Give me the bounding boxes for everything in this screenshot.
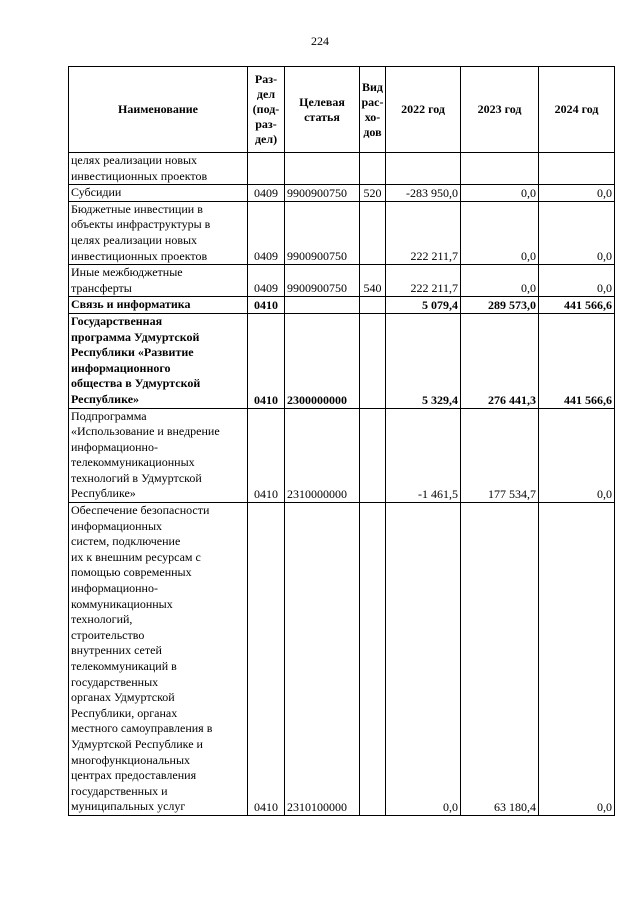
row-name-line: Республики, органах [71, 705, 178, 720]
row-name [69, 201, 248, 264]
row-value-2024: 441 566,6 [539, 297, 615, 314]
header-article-line: Целевая [299, 94, 345, 109]
table-row [69, 201, 615, 264]
row-name-line: многофункциональных [71, 752, 191, 767]
table-row [69, 265, 615, 297]
header-name: Наименование [69, 67, 248, 153]
row-name-line: строительство [71, 627, 145, 642]
row-name-line: информационного [71, 360, 171, 375]
row-name-line: инвестиционных проектов [71, 168, 208, 183]
row-section [248, 153, 285, 185]
row-value-2023: 63 180,4 [461, 503, 539, 816]
row-value-2024: 0,0 [539, 408, 615, 503]
row-name-line: целях реализации новых [71, 153, 198, 167]
row-section: 0410 [248, 297, 285, 314]
row-section: 0409 [248, 185, 285, 202]
row-name-line: телекоммуникаций в [71, 659, 177, 673]
header-type-line: Вид [362, 79, 383, 94]
header-section-line: дел [256, 87, 276, 101]
row-name-line: Бюджетные инвестиции в [71, 201, 203, 216]
row-name-line: информационно- [71, 581, 158, 596]
row-name-line: трансферты [71, 280, 132, 295]
row-name-line: общества в Удмуртской [71, 376, 201, 391]
row-section: 0409 [248, 201, 285, 264]
row-value-2023: 0,0 [461, 201, 539, 264]
row-name-line: Республике» [71, 486, 136, 501]
row-expense-type [360, 313, 386, 408]
row-value-2022: 5 329,4 [386, 313, 461, 408]
row-value-2024: 0,0 [539, 265, 615, 297]
row-name [69, 185, 248, 202]
header-section-line: дел) [254, 132, 278, 146]
row-name [69, 265, 248, 297]
row-value-2024: 0,0 [539, 185, 615, 202]
row-name-line: их к внешним ресурсам с [71, 549, 201, 564]
row-name-line: Республики «Развитие [71, 345, 194, 360]
row-name-line: систем, подключение [71, 534, 181, 549]
header-type-line: рас- [361, 94, 384, 109]
row-value-2024 [539, 153, 615, 185]
table-row [69, 153, 615, 185]
row-name-line: целях реализации новых [71, 232, 198, 247]
table-header-row [69, 67, 615, 153]
row-value-2022: 222 211,7 [386, 265, 461, 297]
row-name-line: муниципальных услуг [71, 799, 186, 814]
header-section-line: раз- [255, 117, 277, 131]
row-target-article: 9900900750 [285, 265, 360, 297]
row-name-line: Республике» [71, 391, 140, 406]
row-value-2024: 0,0 [539, 201, 615, 264]
row-target-article: 2310000000 [285, 408, 360, 503]
row-name-line: технологий в Удмуртской [71, 470, 202, 485]
header-section-line: Раз- [254, 72, 278, 86]
table-row [69, 503, 615, 816]
row-value-2022 [386, 153, 461, 185]
row-expense-type [360, 153, 386, 185]
header-expense-type [360, 67, 386, 153]
row-name-line: Иные межбюджетные [71, 265, 183, 280]
header-2022: 2022 год [386, 67, 461, 153]
row-expense-type: 520 [360, 185, 386, 202]
row-value-2022: 222 211,7 [386, 201, 461, 264]
row-value-2023: 289 573,0 [461, 297, 539, 314]
row-target-article: 9900900750 [285, 185, 360, 202]
row-name-line: органах Удмуртской [71, 690, 175, 705]
row-section: 0410 [248, 313, 285, 408]
row-name-line: государственных [71, 674, 159, 689]
row-expense-type [360, 408, 386, 503]
table-row [69, 297, 615, 314]
row-value-2024: 441 566,6 [539, 313, 615, 408]
row-value-2022: -283 950,0 [386, 185, 461, 202]
row-name-line: объекты инфраструктуры в [71, 217, 211, 232]
row-name [69, 297, 248, 314]
row-expense-type [360, 201, 386, 264]
row-value-2022: 5 079,4 [386, 297, 461, 314]
row-name [69, 408, 248, 503]
row-name-line: инвестиционных проектов [71, 248, 208, 263]
header-type-line: хо- [364, 109, 381, 124]
row-name-line: местного самоуправления в [71, 721, 213, 736]
row-section: 0410 [248, 503, 285, 816]
row-name [69, 313, 248, 408]
header-2023: 2023 год [461, 67, 539, 153]
row-name-line: Субсидии [71, 185, 122, 200]
row-name-line: Подпрограмма [71, 408, 147, 423]
budget-table [68, 66, 615, 816]
row-name-line: технологий, [71, 612, 133, 627]
header-article [285, 67, 360, 153]
header-section [248, 67, 285, 153]
table-row [69, 408, 615, 503]
row-name-line: информационных [71, 518, 163, 533]
header-2024: 2024 год [539, 67, 615, 153]
row-name [69, 153, 248, 185]
row-name-line: коммуникационных [71, 596, 173, 611]
row-value-2023: 0,0 [461, 265, 539, 297]
row-target-article: 9900900750 [285, 201, 360, 264]
row-name-line: внутренних сетей [71, 643, 162, 658]
row-target-article [285, 297, 360, 314]
row-target-article [285, 153, 360, 185]
header-section-line: (под- [252, 102, 280, 116]
row-target-article: 2310100000 [285, 503, 360, 816]
page-number: 224 [311, 34, 329, 48]
row-name-line: Удмуртской Республике и [71, 736, 203, 751]
row-value-2023: 177 534,7 [461, 408, 539, 503]
header-article-line: статья [304, 109, 340, 124]
row-value-2023: 276 441,3 [461, 313, 539, 408]
row-name-line: государственных и [71, 783, 168, 798]
row-value-2022: 0,0 [386, 503, 461, 816]
row-name-line: Государственная [71, 313, 163, 328]
table-row [69, 185, 615, 202]
row-target-article: 2300000000 [285, 313, 360, 408]
row-value-2023 [461, 153, 539, 185]
row-name-line: информационно- [71, 439, 158, 454]
row-name-line: помощью современных [71, 565, 192, 580]
row-value-2024: 0,0 [539, 503, 615, 816]
row-value-2022: -1 461,5 [386, 408, 461, 503]
row-name-line: центрах предоставления [71, 768, 197, 783]
row-value-2023: 0,0 [461, 185, 539, 202]
row-expense-type [360, 503, 386, 816]
row-name-line: программа Удмуртской [71, 329, 200, 344]
row-name-line: Связь и информатика [71, 297, 191, 312]
row-name-line: Обеспечение безопасности [71, 503, 210, 518]
row-name [69, 503, 248, 816]
table-row [69, 313, 615, 408]
header-type-line: дов [363, 124, 382, 139]
row-name-line: телекоммуникационных [71, 455, 195, 470]
row-name-line: «Использование и внедрение [71, 424, 220, 439]
row-section: 0410 [248, 408, 285, 503]
row-section: 0409 [248, 265, 285, 297]
row-expense-type: 540 [360, 265, 386, 297]
row-expense-type [360, 297, 386, 314]
